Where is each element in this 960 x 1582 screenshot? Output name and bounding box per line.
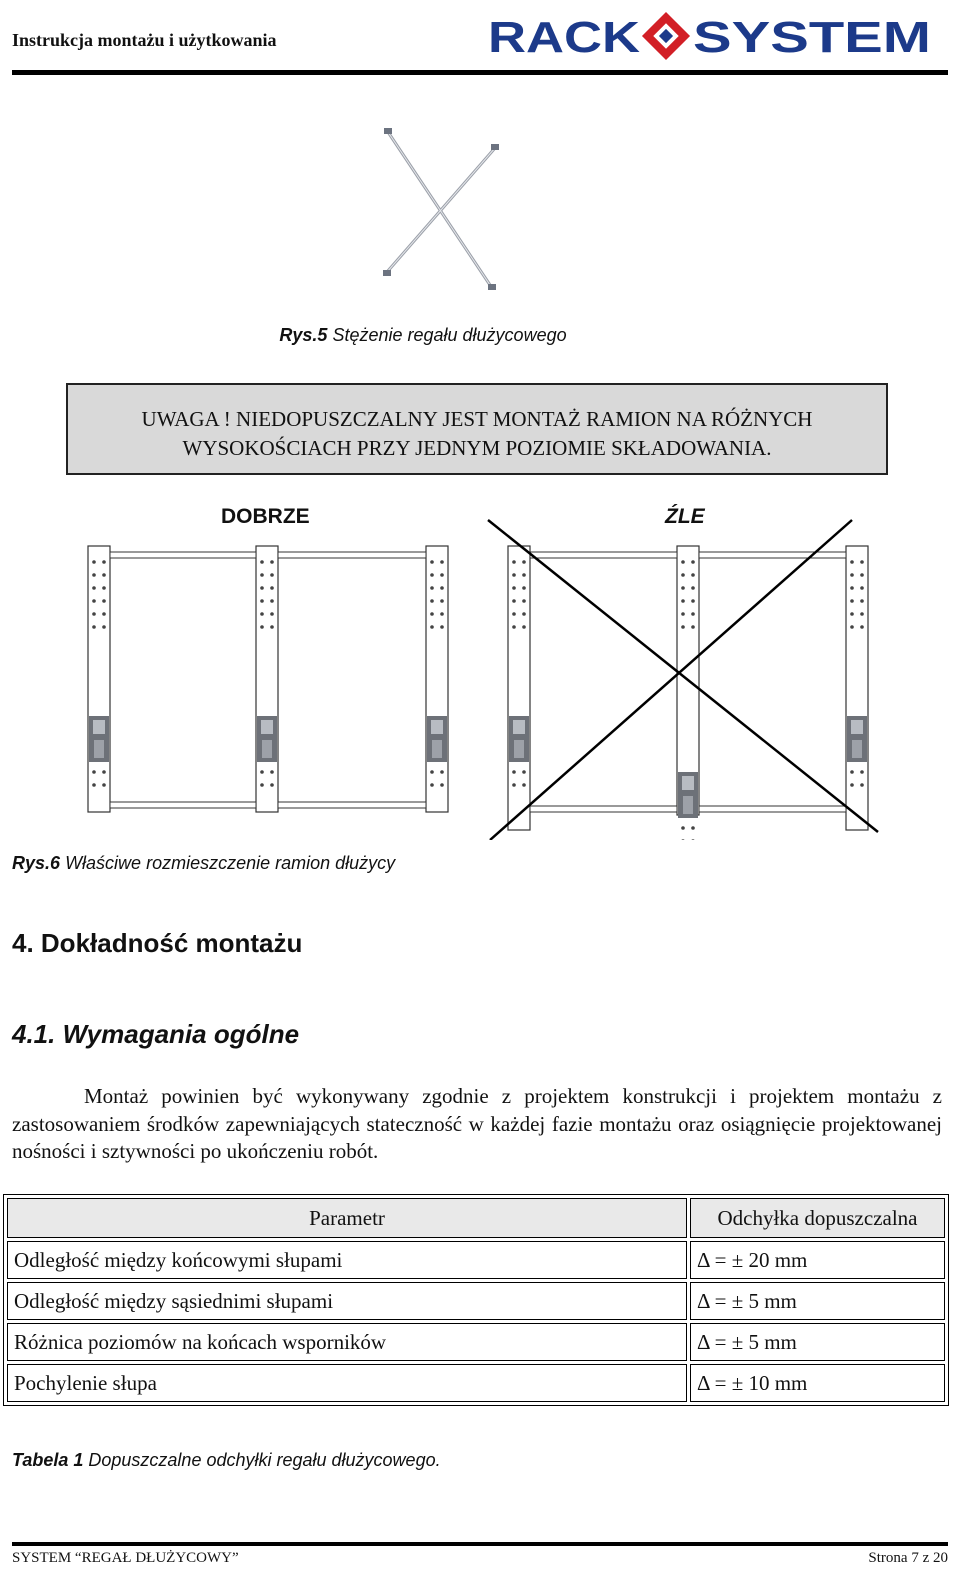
figure5-caption-text: Stężenie regału dłużycowego [332,325,567,345]
warning-line-2: WYSOKOŚCIACH PRZY JEDNYM POZIOMIE SKŁADOWANIA. [182,436,772,460]
upright-post [426,546,448,812]
table-cell-tolerance: Δ = ± 5 mm [690,1323,945,1361]
horizontal-beam [530,552,677,558]
upright-post [846,546,868,830]
body-paragraph: Montaż powinien być wykonywany zgodnie z projektem konstrukcji i projektem montażu z zastosowaniem środków zapewniających stateczność w każdej fazie montażu oraz osiągnięcie projektowanej nośności i sztywności po ukończeniu robót. [12,1084,942,1163]
horizontal-beam [110,552,256,558]
table-header-parameter: Parametr [7,1198,687,1238]
table-caption-text: Dopuszczalne odchyłki regału dłużycowego. [88,1450,441,1470]
horizontal-beam [699,552,846,558]
upright-post [256,546,278,812]
horizontal-beam [278,802,426,808]
cantilever-arm-bracket [847,716,867,762]
warning-box [66,383,888,475]
table-cell-tolerance: Δ = ± 10 mm [690,1364,945,1402]
figure5-caption-num: Rys.5 [279,325,328,345]
figure6-caption-num: Rys.6 [12,853,61,873]
table-cell-tolerance: Δ = ± 5 mm [690,1282,945,1320]
table-header-tolerance: Odchyłka dopuszczalna [690,1198,945,1238]
incorrect-rack-drawing [480,510,890,840]
bracing-illustration [370,120,510,300]
cantilever-arm-bracket [427,716,447,762]
table-cell-parameter: Odległość między sąsiednimi słupami [7,1282,687,1320]
table-cell-tolerance: Δ = ± 20 mm [690,1241,945,1279]
upright-post [88,546,110,812]
logo-text-system: SYSTEM [693,13,931,62]
upright-post [677,546,699,840]
table-row [7,1323,945,1361]
footer-document-name: SYSTEM “REGAŁ DŁUŻYCOWY” [12,1550,239,1566]
horizontal-beam [530,806,677,812]
table-cell-parameter: Pochylenie słupa [7,1364,687,1402]
cantilever-arm-bracket [678,772,698,818]
cantilever-arm-bracket [257,716,277,762]
warning-line-1: UWAGA ! NIEDOPUSZCZALNY JEST MONTAŻ RAMION NA RÓŻNYCH [141,407,813,431]
table-row [7,1364,945,1402]
header-rule [12,70,948,75]
figure6-caption [12,853,395,874]
figure5-caption [0,325,846,346]
tolerance-table [3,1194,949,1406]
footer-page-number: Strona 7 z 20 [868,1550,948,1566]
table-row [7,1241,945,1279]
cantilever-arm-bracket [509,716,529,762]
figure6-caption-text: Właściwe rozmieszczenie ramion dłużycy [65,853,396,873]
rack-system-logo [488,8,933,64]
table-cell-parameter: Odległość między końcowymi słupami [7,1241,687,1279]
cantilever-arm-bracket [89,716,109,762]
table-row [7,1282,945,1320]
header-title: Instrukcja montażu i użytkowania [12,30,277,50]
upright-post [508,546,530,830]
logo-text-rack: RACK [488,13,641,62]
cross-out-line [490,520,852,840]
horizontal-beam [110,802,256,808]
table-header-row [7,1198,945,1238]
label-bad: ŹLE [665,505,705,528]
logo-diamond-icon [642,12,690,60]
table-caption-num: Tabela 1 [12,1450,84,1470]
table-caption [12,1450,441,1471]
footer-rule [12,1542,948,1546]
section-subheading: 4.1. Wymagania ogólne [12,1019,300,1049]
horizontal-beam [278,552,426,558]
correct-rack-drawing [80,540,460,820]
label-good: DOBRZE [221,505,310,528]
horizontal-beam [699,806,846,812]
section-heading: 4. Dokładność montażu [12,928,303,958]
table-cell-parameter: Różnica poziomów na końcach wsporników [7,1323,687,1361]
